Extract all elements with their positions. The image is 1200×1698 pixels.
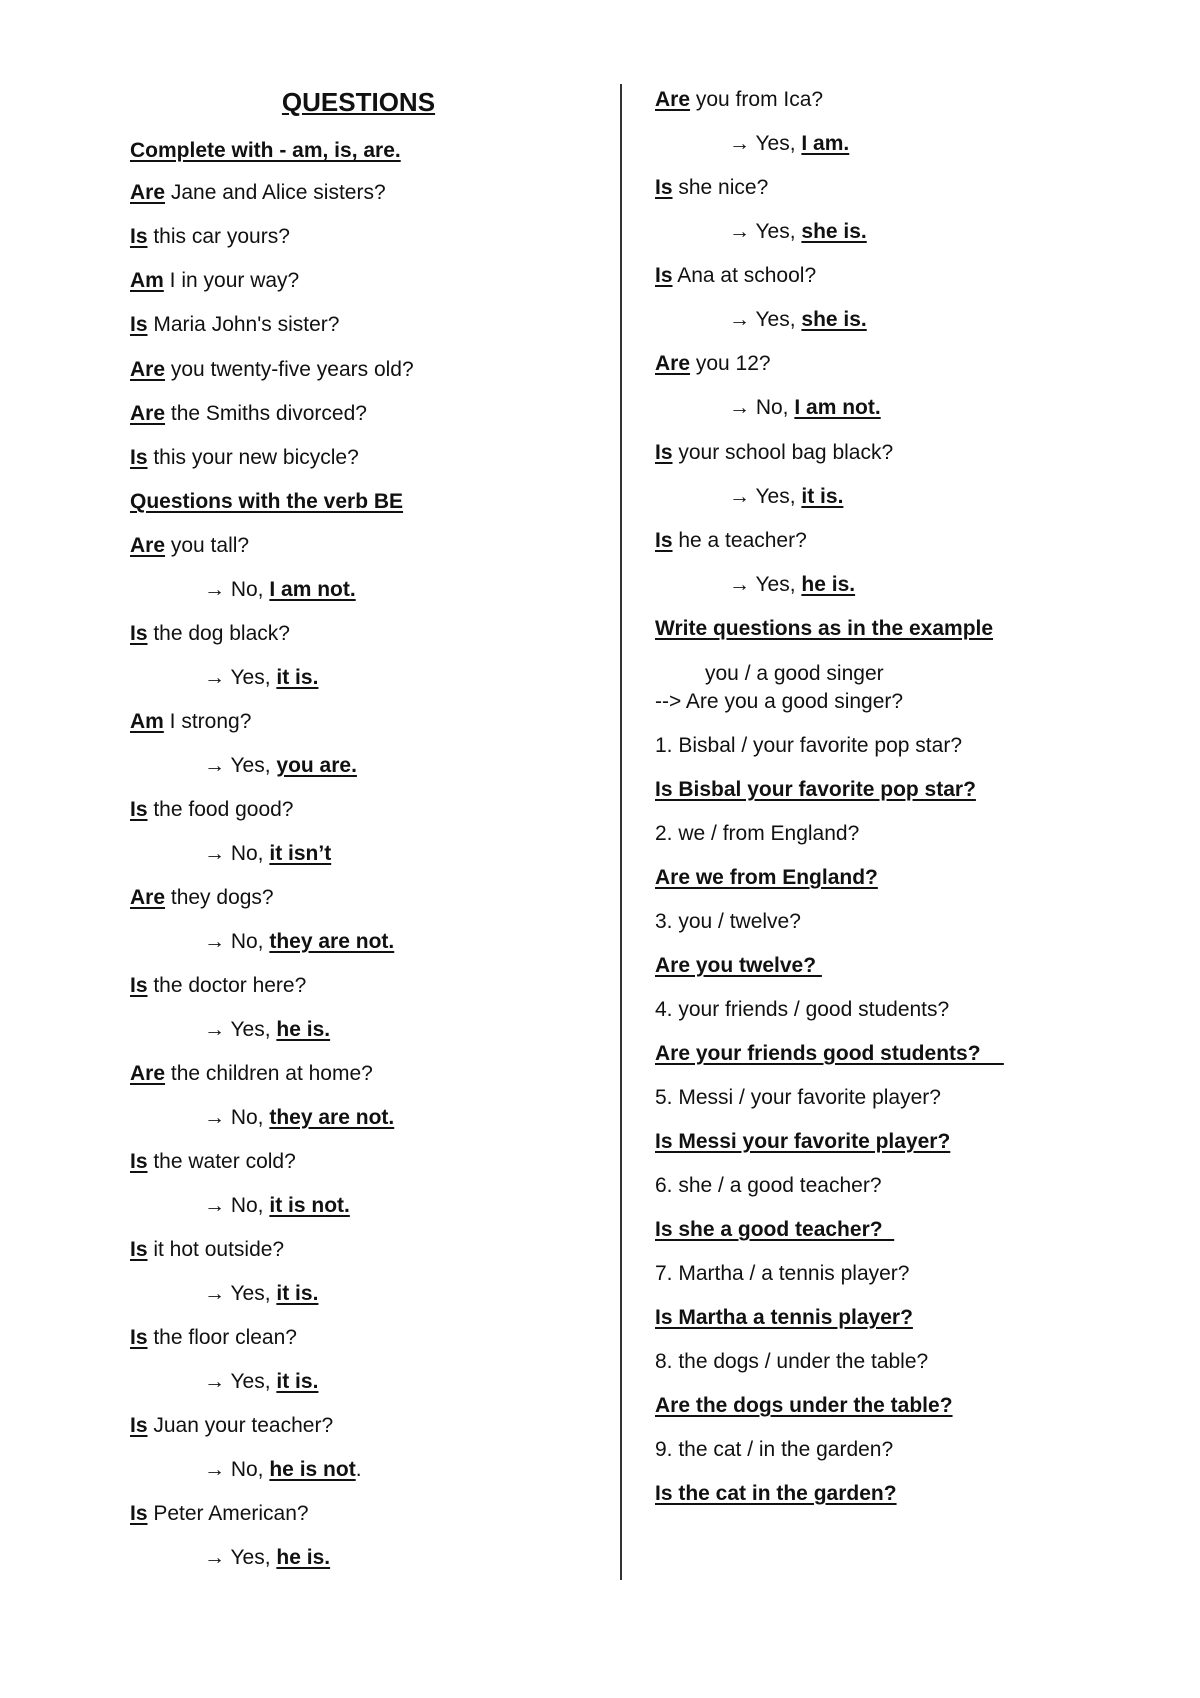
answer-prefix: → No, bbox=[204, 1106, 270, 1129]
answer-line bbox=[204, 1105, 394, 1131]
question-line bbox=[130, 973, 306, 999]
answer-text: it is not. bbox=[269, 1194, 350, 1217]
question-line bbox=[655, 87, 823, 113]
verb-answer: Am bbox=[130, 710, 164, 733]
answer-text: it isn’t bbox=[269, 842, 332, 865]
answer-text: they are not. bbox=[269, 930, 395, 953]
verb-answer: Is bbox=[130, 1326, 148, 1349]
answer-text: you are. bbox=[276, 754, 357, 777]
question-line bbox=[130, 1413, 333, 1439]
question-line bbox=[130, 1237, 284, 1263]
answer-line bbox=[729, 484, 843, 510]
question-line bbox=[655, 175, 768, 201]
answer-text: they are not. bbox=[269, 1106, 395, 1129]
exercise-item bbox=[130, 180, 386, 206]
verb-answer: Am bbox=[130, 269, 164, 292]
question-line bbox=[130, 533, 249, 559]
answer-line bbox=[729, 219, 867, 245]
verb-answer: Is bbox=[130, 1238, 148, 1261]
question-line bbox=[130, 1325, 297, 1351]
question-line bbox=[130, 1501, 309, 1527]
question-line bbox=[655, 351, 771, 377]
answer-prefix: → No, bbox=[204, 842, 270, 865]
exercise-item bbox=[130, 401, 367, 427]
verb-answer: Are bbox=[130, 1062, 166, 1085]
question-text: Juan your teacher? bbox=[147, 1414, 334, 1437]
exercise-prompt: 6. she / a good teacher? bbox=[655, 1174, 882, 1197]
exercise-answer: Are the dogs under the table? bbox=[655, 1394, 953, 1417]
answer-line bbox=[729, 395, 881, 421]
exercise-answer: Are you twelve? bbox=[655, 954, 822, 977]
answer-prefix: → Yes, bbox=[729, 220, 802, 243]
verb-answer: Are bbox=[130, 358, 166, 381]
answer-prefix: → Yes, bbox=[204, 666, 277, 689]
answer-line bbox=[204, 1017, 330, 1043]
question-text: you 12? bbox=[690, 352, 771, 375]
answer-text: he is not bbox=[269, 1458, 356, 1481]
exercise-item bbox=[130, 312, 339, 338]
answer-prefix: → Yes, bbox=[204, 1018, 277, 1041]
verb-answer: Is bbox=[130, 974, 148, 997]
example-prompt: you / a good singer bbox=[705, 662, 884, 685]
page-title: QUESTIONS bbox=[281, 87, 436, 117]
question-line bbox=[655, 528, 807, 554]
question-line bbox=[130, 1061, 373, 1087]
answer-text: she is. bbox=[801, 308, 867, 331]
verb-answer: Is bbox=[130, 1414, 148, 1437]
exercise-item bbox=[130, 357, 414, 383]
answer-line bbox=[729, 572, 855, 598]
question-text: this car yours? bbox=[147, 225, 290, 248]
question-text: the food good? bbox=[147, 798, 294, 821]
answer-text: he is. bbox=[276, 1546, 331, 1569]
question-text: Maria John's sister? bbox=[147, 313, 340, 336]
question-line bbox=[130, 1149, 296, 1175]
verb-answer: Are bbox=[130, 402, 166, 425]
verb-answer: Is bbox=[130, 798, 148, 821]
answer-text: it is. bbox=[276, 666, 319, 689]
answer-text: it is. bbox=[801, 485, 844, 508]
exercise-answer: Are your friends good students? bbox=[655, 1042, 1004, 1065]
answer-line bbox=[204, 577, 356, 603]
verb-answer: Are bbox=[130, 886, 166, 909]
answer-line bbox=[204, 1281, 318, 1307]
exercise-prompt: 7. Martha / a tennis player? bbox=[655, 1262, 910, 1285]
verb-answer: Is bbox=[655, 441, 673, 464]
answer-prefix: → No, bbox=[729, 396, 795, 419]
answer-prefix: → Yes, bbox=[204, 1546, 277, 1569]
exercise-item bbox=[130, 268, 299, 294]
answer-text: he is. bbox=[801, 573, 856, 596]
column-divider bbox=[620, 84, 622, 1580]
question-text: they dogs? bbox=[165, 886, 274, 909]
answer-text: he is. bbox=[276, 1018, 331, 1041]
verb-answer: Is bbox=[130, 446, 148, 469]
verb-answer: Are bbox=[655, 88, 691, 111]
answer-line bbox=[204, 929, 394, 955]
question-line bbox=[655, 440, 893, 466]
exercise-answer: Is she a good teacher? bbox=[655, 1218, 895, 1241]
verb-answer: Is bbox=[130, 1150, 148, 1173]
exercise-prompt: 1. Bisbal / your favorite pop star? bbox=[655, 734, 962, 757]
exercise-prompt: 2. we / from England? bbox=[655, 822, 860, 845]
question-text: you twenty-five years old? bbox=[165, 358, 414, 381]
answer-prefix: → No, bbox=[204, 1458, 270, 1481]
answer-line bbox=[204, 753, 357, 779]
answer-prefix: → Yes, bbox=[729, 132, 802, 155]
question-line bbox=[655, 263, 816, 289]
verb-answer: Are bbox=[130, 534, 166, 557]
section-heading-write-questions: Write questions as in the example bbox=[655, 617, 994, 640]
question-line bbox=[130, 797, 293, 823]
question-text: I in your way? bbox=[163, 269, 300, 292]
answer-text: it is. bbox=[276, 1282, 319, 1305]
exercise-item bbox=[130, 445, 359, 471]
question-line bbox=[130, 621, 290, 647]
answer-line bbox=[204, 1545, 330, 1571]
question-text: your school bag black? bbox=[672, 441, 894, 464]
question-line bbox=[130, 709, 251, 735]
answer-prefix: → Yes, bbox=[729, 308, 802, 331]
answer-line bbox=[204, 1457, 362, 1483]
answer-text: it is. bbox=[276, 1370, 319, 1393]
answer-text: she is. bbox=[801, 220, 867, 243]
answer-prefix: → No, bbox=[204, 930, 270, 953]
answer-prefix: → Yes, bbox=[204, 1370, 277, 1393]
question-text: Jane and Alice sisters? bbox=[165, 181, 386, 204]
verb-answer: Is bbox=[130, 1502, 148, 1525]
question-text: this your new bicycle? bbox=[147, 446, 359, 469]
exercise-answer: Are we from England? bbox=[655, 866, 878, 889]
example-answer: --> Are you a good singer? bbox=[655, 690, 904, 713]
question-text: the children at home? bbox=[165, 1062, 373, 1085]
question-text: the floor clean? bbox=[147, 1326, 297, 1349]
question-text: the Smiths divorced? bbox=[165, 402, 367, 425]
exercise-prompt: 5. Messi / your favorite player? bbox=[655, 1086, 941, 1109]
exercise-answer: Is Martha a tennis player? bbox=[655, 1306, 913, 1329]
verb-answer: Is bbox=[655, 529, 673, 552]
section-heading-complete: Complete with - am, is, are. bbox=[130, 139, 401, 162]
answer-line bbox=[204, 1369, 318, 1395]
exercise-prompt: 4. your friends / good students? bbox=[655, 998, 950, 1021]
answer-text: I am. bbox=[801, 132, 850, 155]
exercise-prompt: 3. you / twelve? bbox=[655, 910, 801, 933]
question-text: Peter American? bbox=[147, 1502, 309, 1525]
question-text: she nice? bbox=[672, 176, 769, 199]
exercise-prompt: 8. the dogs / under the table? bbox=[655, 1350, 929, 1373]
answer-prefix: → Yes, bbox=[729, 573, 802, 596]
answer-prefix: → No, bbox=[204, 578, 270, 601]
question-text: the water cold? bbox=[147, 1150, 296, 1173]
exercise-answer: Is Bisbal your favorite pop star? bbox=[655, 778, 976, 801]
answer-line bbox=[204, 1193, 350, 1219]
question-text: you tall? bbox=[165, 534, 250, 557]
section-heading-verb-be: Questions with the verb BE bbox=[130, 490, 404, 513]
exercise-answer: Is the cat in the garden? bbox=[655, 1482, 897, 1505]
answer-line bbox=[204, 665, 318, 691]
answer-text: I am not. bbox=[794, 396, 881, 419]
verb-answer: Is bbox=[130, 622, 148, 645]
verb-answer: Is bbox=[655, 264, 673, 287]
answer-line bbox=[729, 307, 867, 333]
verb-answer: Is bbox=[655, 176, 673, 199]
question-text: he a teacher? bbox=[672, 529, 807, 552]
verb-answer: Is bbox=[130, 313, 148, 336]
question-text: I strong? bbox=[163, 710, 252, 733]
answer-prefix: → Yes, bbox=[204, 754, 277, 777]
question-text: the dog black? bbox=[147, 622, 290, 645]
answer-text: I am not. bbox=[269, 578, 356, 601]
answer-line bbox=[204, 841, 331, 867]
answer-prefix: → Yes, bbox=[204, 1282, 277, 1305]
verb-answer: Is bbox=[130, 225, 148, 248]
question-text: Ana at school? bbox=[672, 264, 817, 287]
verb-answer: Are bbox=[655, 352, 691, 375]
answer-prefix: → No, bbox=[204, 1194, 270, 1217]
answer-prefix: → Yes, bbox=[729, 485, 802, 508]
question-text: you from Ica? bbox=[690, 88, 824, 111]
answer-line bbox=[729, 131, 849, 157]
verb-answer: Are bbox=[130, 181, 166, 204]
answer-suffix: . bbox=[355, 1458, 362, 1481]
exercise-prompt: 9. the cat / in the garden? bbox=[655, 1438, 894, 1461]
exercise-answer: Is Messi your favorite player? bbox=[655, 1130, 951, 1153]
question-text: it hot outside? bbox=[147, 1238, 285, 1261]
question-text: the doctor here? bbox=[147, 974, 307, 997]
exercise-item bbox=[130, 224, 290, 250]
question-line bbox=[130, 885, 274, 911]
